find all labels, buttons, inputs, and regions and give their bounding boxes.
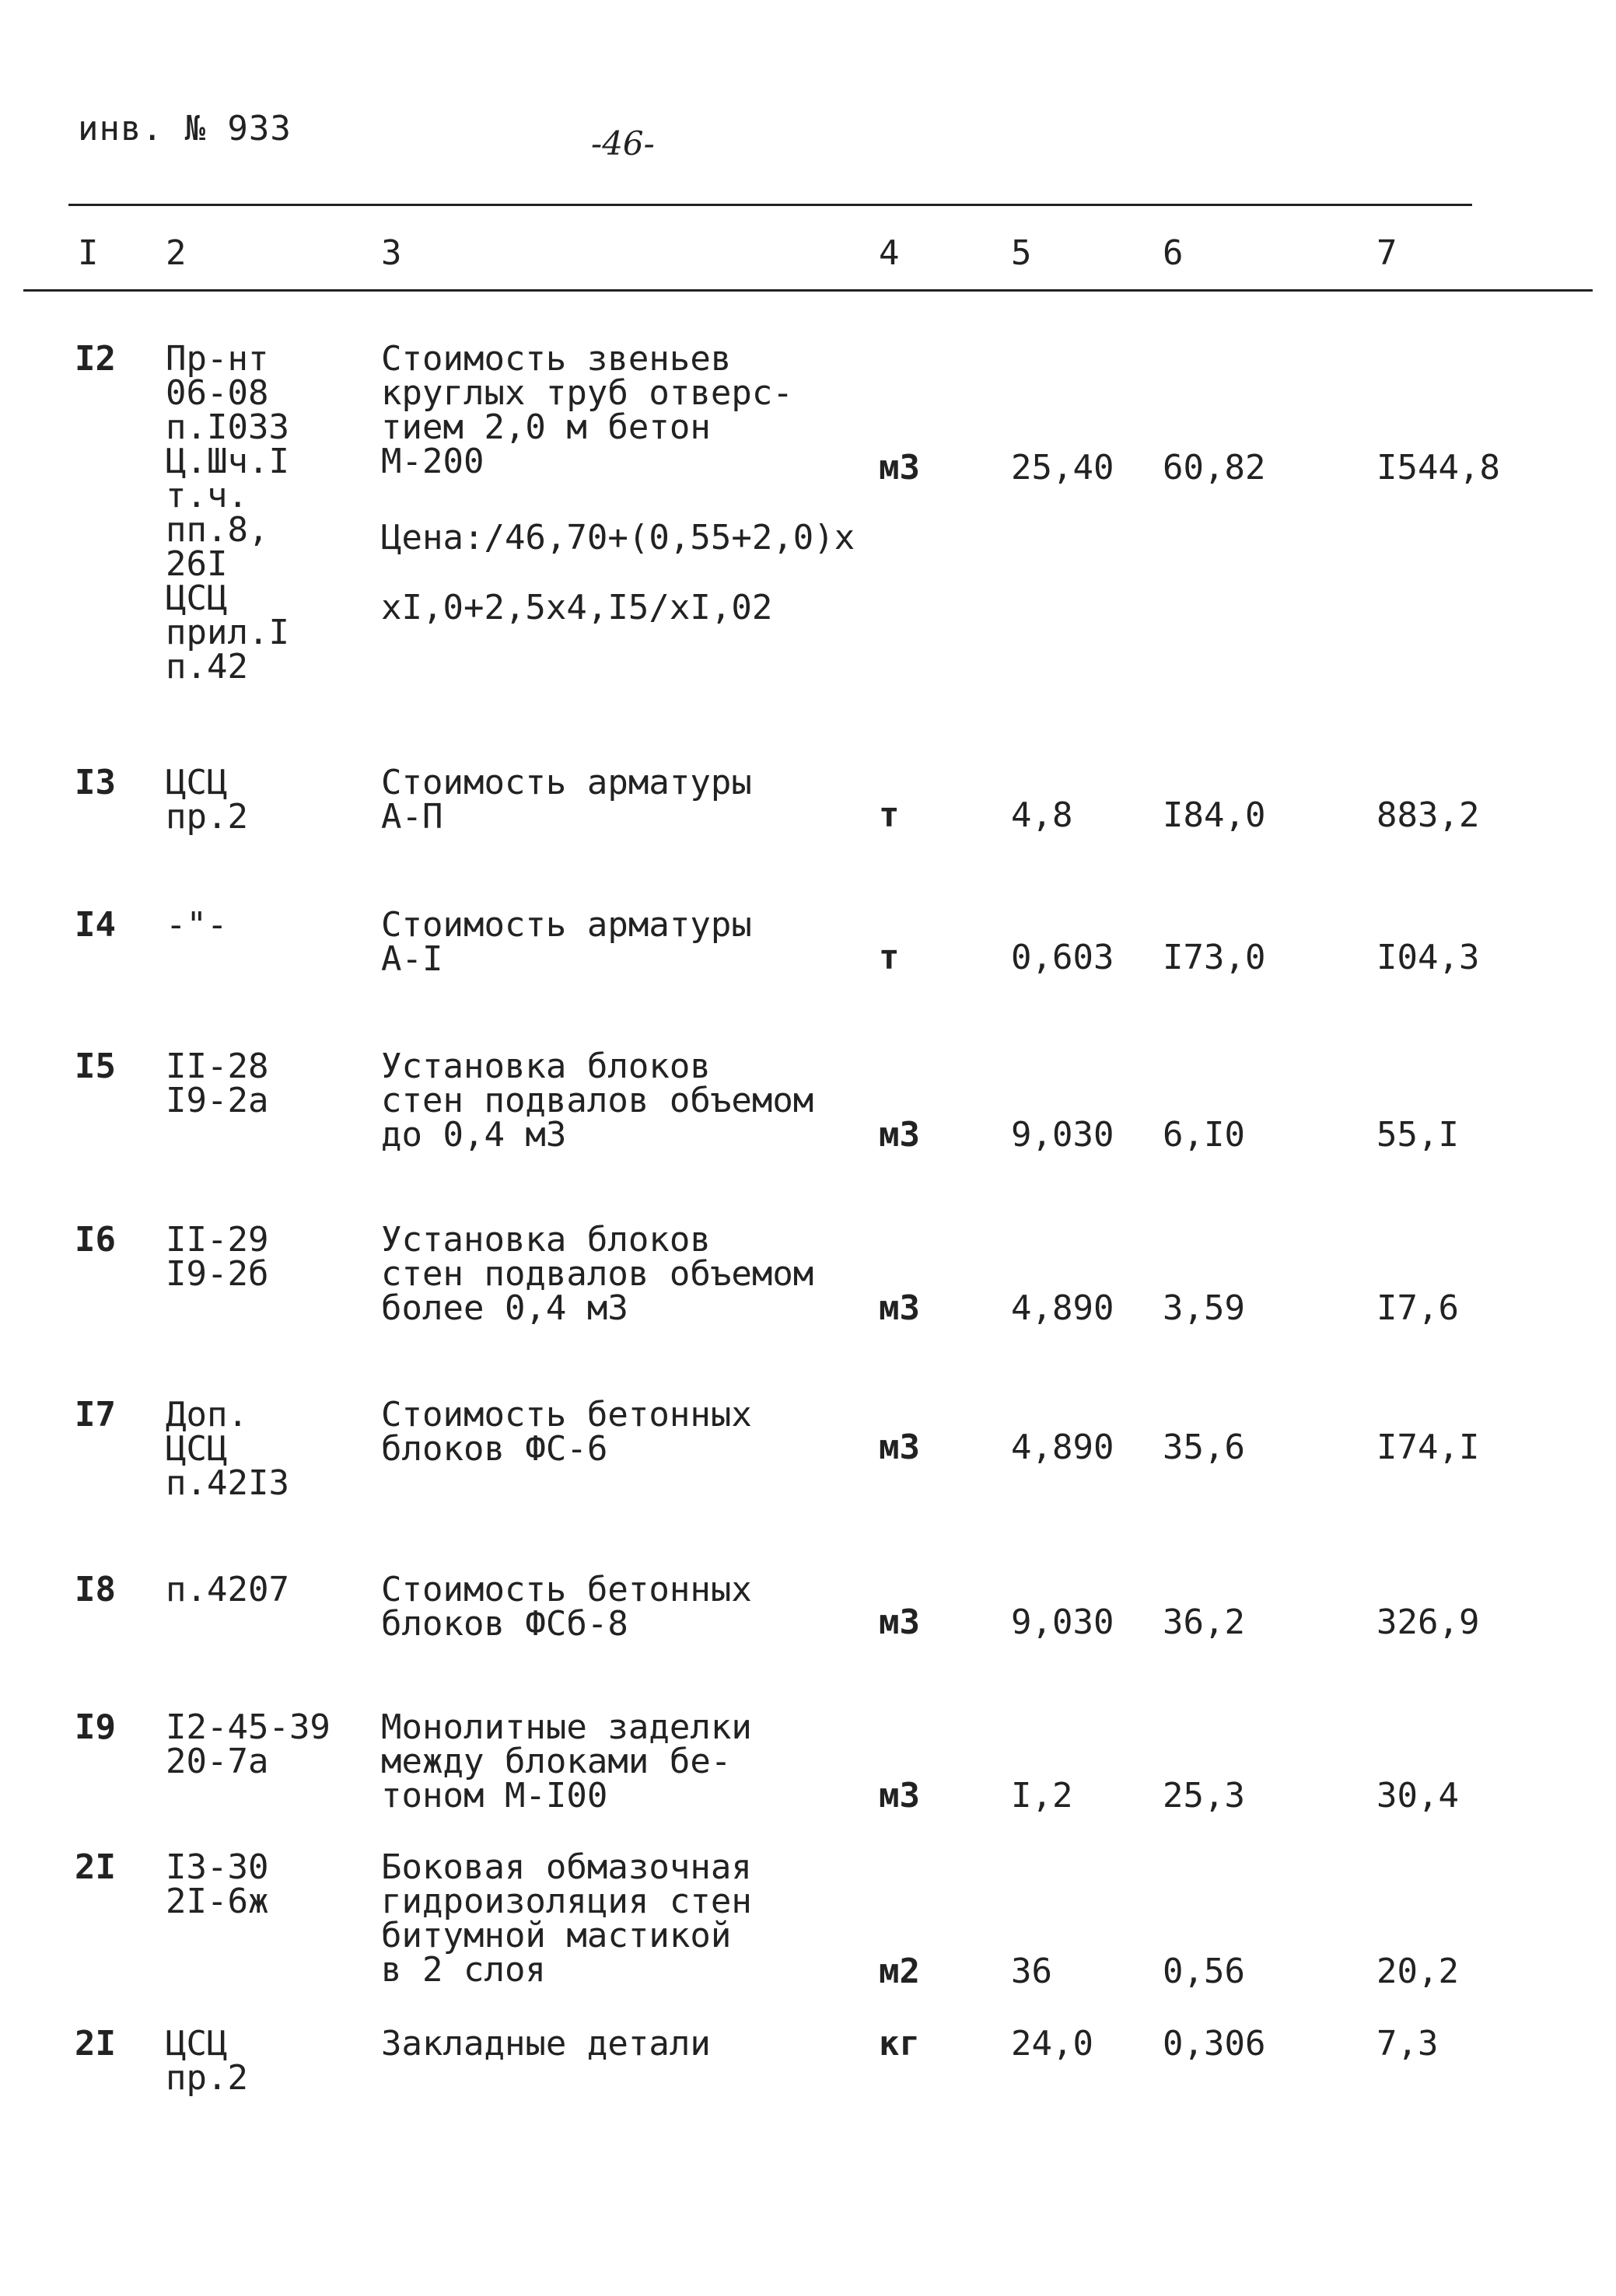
- row-number: I2: [75, 339, 116, 379]
- col-header-6: 6: [1163, 233, 1184, 273]
- page-number: -46-: [591, 124, 655, 163]
- top-rule: [68, 204, 1472, 206]
- row-description: Стоимость бетонных блоков ФС-6: [381, 1395, 752, 1469]
- row-price: I73,0: [1163, 938, 1266, 977]
- row-price: 0,306: [1163, 2024, 1266, 2064]
- header-rule: [23, 289, 1593, 292]
- row-unit: т: [879, 938, 900, 977]
- row-total: 7,3: [1376, 2024, 1439, 2064]
- row-quantity: 25,40: [1011, 448, 1114, 488]
- row-number: I8: [75, 1570, 116, 1609]
- col-header-5: 5: [1011, 233, 1032, 273]
- row-number: I7: [75, 1395, 116, 1435]
- row-description: Стоимость арматуры А-П: [381, 763, 752, 837]
- row-number: I4: [75, 905, 116, 945]
- row-number: I9: [75, 1707, 116, 1747]
- row-price: I84,0: [1163, 795, 1266, 835]
- row-code: ЦСЦ пр.2: [166, 763, 248, 837]
- row-code: I3-30 2I-6ж: [166, 1847, 269, 1921]
- col-header-7: 7: [1376, 233, 1397, 273]
- col-header-4: 4: [879, 233, 900, 273]
- col-header-3: 3: [381, 233, 402, 273]
- col-header-1: I: [78, 233, 99, 273]
- row-description: Стоимость арматуры А-I: [381, 905, 752, 979]
- row-unit: т: [879, 795, 900, 835]
- row-unit: м3: [879, 448, 920, 488]
- row-unit: м2: [879, 1952, 920, 1991]
- row-description: Закладные детали: [381, 2024, 711, 2064]
- row-description: Монолитные заделки между блоками бе- тоном М-I00: [381, 1707, 752, 1815]
- row-total: I7,6: [1376, 1288, 1459, 1328]
- row-code: II-28 I9-2а: [166, 1047, 269, 1120]
- row-quantity: I,2: [1011, 1776, 1073, 1815]
- row-description: Установка блоков стен подвалов объемом более 0,4 м3: [381, 1220, 814, 1328]
- col-header-2: 2: [166, 233, 187, 273]
- row-description: Установка блоков стен подвалов объемом до 0,4 м3: [381, 1047, 814, 1155]
- row-price: 25,3: [1163, 1776, 1245, 1815]
- row-price: 3,59: [1163, 1288, 1245, 1328]
- row-quantity: 9,030: [1011, 1115, 1114, 1155]
- row-unit: м3: [879, 1602, 920, 1642]
- row-total: 30,4: [1376, 1776, 1459, 1815]
- row-price: 60,82: [1163, 448, 1266, 488]
- row-number: 2I: [75, 2024, 116, 2064]
- inventory-number: инв. № 933: [78, 109, 292, 149]
- row-code: II-29 I9-2б: [166, 1220, 269, 1294]
- row-quantity: 4,890: [1011, 1288, 1114, 1328]
- row-total: 326,9: [1376, 1602, 1480, 1642]
- row-total: 883,2: [1376, 795, 1480, 835]
- row-number: I6: [75, 1220, 116, 1260]
- row-price: 6,I0: [1163, 1115, 1245, 1155]
- row-total: 20,2: [1376, 1952, 1459, 1991]
- row-unit: м3: [879, 1776, 920, 1815]
- row-total: I544,8: [1376, 448, 1500, 488]
- row-total: I04,3: [1376, 938, 1480, 977]
- row-quantity: 24,0: [1011, 2024, 1093, 2064]
- row-number: I5: [75, 1047, 116, 1086]
- row-unit: м3: [879, 1288, 920, 1328]
- row-price: 35,6: [1163, 1428, 1245, 1467]
- row-code: ЦСЦ пр.2: [166, 2024, 248, 2098]
- row-unit: м3: [879, 1428, 920, 1467]
- row-quantity: 4,890: [1011, 1428, 1114, 1467]
- row-description: Стоимость бетонных блоков ФСб-8: [381, 1570, 752, 1644]
- row-total: I74,I: [1376, 1428, 1480, 1467]
- row-number: 2I: [75, 1847, 116, 1887]
- row-code: I2-45-39 20-7а: [166, 1707, 331, 1781]
- row-unit: кг: [879, 2024, 920, 2064]
- row-quantity: 9,030: [1011, 1602, 1114, 1642]
- row-quantity: 36: [1011, 1952, 1052, 1991]
- row-code: п.4207: [166, 1570, 289, 1609]
- row-unit: м3: [879, 1115, 920, 1155]
- row-quantity: 4,8: [1011, 795, 1073, 835]
- row-description: Боковая обмазочная гидроизоляция стен битумной мастикой в 2 слоя: [381, 1847, 752, 1990]
- row-number: I3: [75, 763, 116, 802]
- row-price: 36,2: [1163, 1602, 1245, 1642]
- row-total: 55,I: [1376, 1115, 1459, 1155]
- row-quantity: 0,603: [1011, 938, 1114, 977]
- row-code: -"-: [166, 905, 228, 945]
- row-description: Стоимость звеньев круглых труб отверс- тием 2,0 м бетон М-200: [381, 339, 793, 481]
- price-formula: Цена:/46,70+(0,55+2,0)х хI,0+2,5х4,I5/хI,02: [381, 518, 855, 627]
- row-code: Доп. ЦСЦ п.42I3: [166, 1395, 289, 1503]
- row-price: 0,56: [1163, 1952, 1245, 1991]
- row-code: Пр-нт 06-08 п.I033 Ц.Шч.I т.ч. пп.8, 26I ЦСЦ прил.I п.42: [166, 339, 289, 687]
